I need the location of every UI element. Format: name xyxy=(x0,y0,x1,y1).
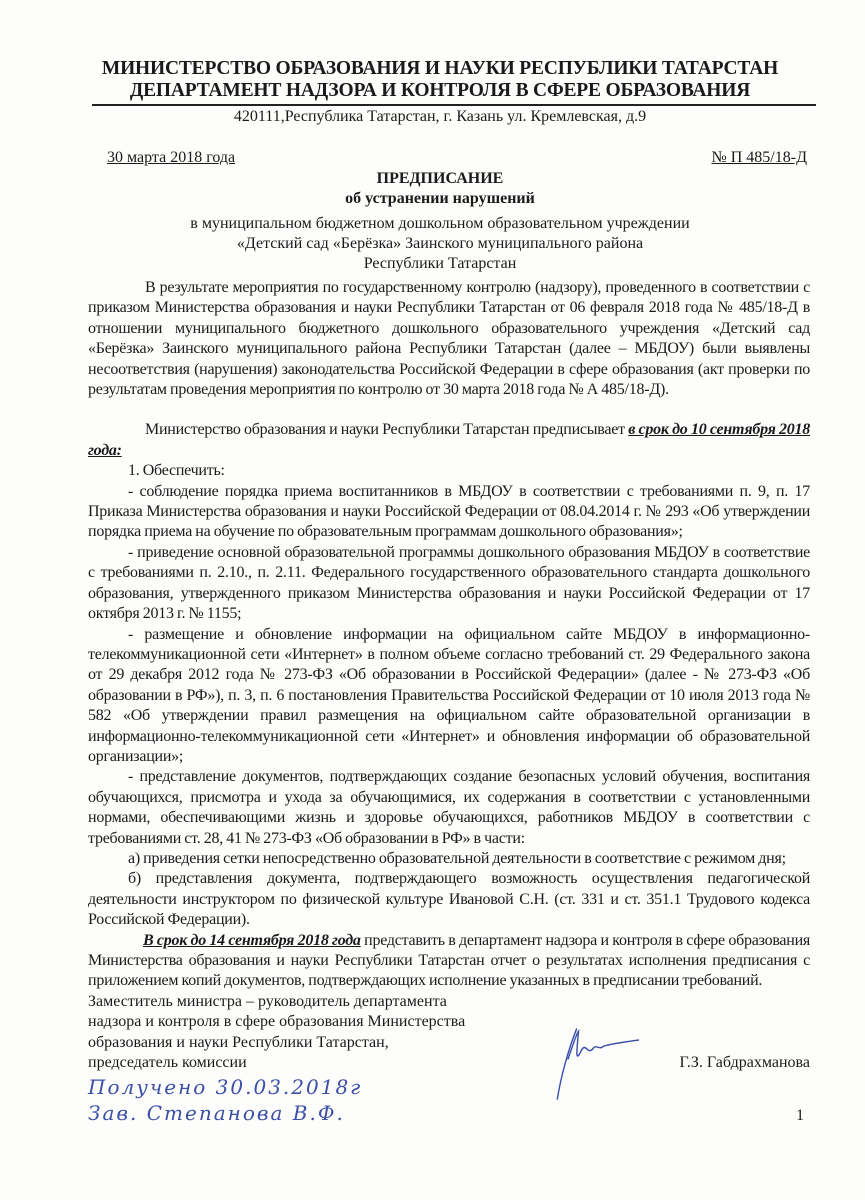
signature-row xyxy=(88,992,810,1074)
orders-block xyxy=(88,420,810,991)
bullet-item: - соблюдение порядка приема воспитанников в МБДОУ в соответствии с требованиями п. 9, п. 17 Приказа Министерства образования и науки Российской Федерации от 08.04.2014 г. № 293 «Об утверждении порядка приема на обучение по образовательным программам дошкольного образования»; xyxy=(88,482,810,541)
subject-block xyxy=(60,214,820,274)
page-number: 1 xyxy=(796,1106,804,1124)
document-number: № П 485/18-Д xyxy=(711,149,807,166)
subject-line: Республики Татарстан xyxy=(363,255,517,272)
intro-paragraph-block xyxy=(88,278,810,400)
signatory-name: Г.З. Габдрахманова xyxy=(679,1054,810,1072)
sub-item-a: а) приведения сетки непосредственно образовательной деятельности в соответствие с режимом дня; xyxy=(128,849,786,867)
signatory-line: председатель комиссии xyxy=(88,1054,247,1072)
bullet-item: - представление документов, подтверждающих создание безопасных условий обучения, воспитания обучающихся, присмотра и ухода за обучающимися, их содержания в соответствии с установленными нормами, обеспечивающими жизнь и здоровье обучающихся, работников МБДОУ в соответствии с требованиями ст. 28, 41 № 273-ФЗ «Об образовании в РФ» в части: xyxy=(88,768,810,847)
order-paragraph xyxy=(88,420,810,461)
subject-line: «Детский сад «Берёзка» Заинского муниципального района xyxy=(236,235,644,252)
signatory-line: Заместитель министра – руководитель департамента xyxy=(88,992,447,1010)
header-rule xyxy=(92,104,816,106)
sub-item-b: б) представления документа, подтверждающего возможность осуществления педагогической деятельности инструктором по физической культуре Ивановой С.Н. (ст. 331 и ст. 351.1 Трудового кодекса Российской Федерации). xyxy=(88,870,810,929)
order-deadline: в срок до 10 сентября 2018 года: xyxy=(88,421,810,459)
signature-area xyxy=(465,1024,810,1074)
report-text: представить в департамент надзора и контроля в сфере образования Министерства образования и науки Республики Татарстан отчет о результатах исполнения предписания с приложением копий документов, подтверждающих исполнение указанных в предписании требований. xyxy=(88,931,811,990)
handwritten-signature xyxy=(549,1024,649,1104)
order-text: Министерство образования и науки Республики Татарстан предписывает xyxy=(145,421,629,439)
signatory-title xyxy=(88,992,465,1074)
document-body-flow xyxy=(88,278,810,1126)
item-1: 1. Обеспечить: xyxy=(128,462,225,480)
subject-line: в муниципальном бюджетном дошкольном образовательном учреждении xyxy=(190,215,690,232)
signatory-line: надзора и контроля в сфере образования Министерства xyxy=(88,1013,466,1031)
handwritten-recipient-note: Зав. Степанова В.Ф. xyxy=(88,1100,345,1125)
document-title: ПРЕДПИСАНИЕ xyxy=(376,170,504,187)
bullet-item: - размещение и обновление информации на официальном сайте МБДОУ в информационно-телекоммуникационной сети «Интернет» в полном объеме согласно требований ст. 29 Федерального закона от 29 декабря 2012 года № 273-ФЗ «Об образовании в Российской Федерации» (далее - № 273-ФЗ «Об образовании в РФ»), п. 3, п. 6 постановления Правительства Российской Федерации от 10 июля 2013 года № 582 «Об утверждении правил размещения на официальном сайте образовательной организации в информационно-телекоммуникационной сети «Интернет» и обновления информации об образовательной организации»; xyxy=(88,625,810,765)
document-date: 30 марта 2018 года xyxy=(107,149,236,166)
signatory-line: образования и науки Республики Татарстан, xyxy=(88,1033,389,1051)
bullet-item: - приведение основной образовательной программы дошкольного образования МБДОУ в соответствие с требованиями п. 2.10., п. 2.11. Федерального государственного образовательного стандарта дошкольного образования, утвержденного приказом Министерства образования и науки Российской Федерации от 17 октября 2013 г. № 1155; xyxy=(88,543,810,623)
intro-paragraph: В результате мероприятия по государственному контролю (надзору), проведенного в соответствии с приказом Министерства образования и науки Республики Татарстан от 06 февраля 2018 года № 485/18-Д в отношении муниципального бюджетного дошкольного образовательного учреждения «Детский сад «Берёзка» Заинского муниципального района Республики Татарстан (далее – МБДОУ) были выявлены несоответствия (нарушения) законодательства Российской Федерации в сфере образования (акт проверки по результатам проведения мероприятия по контролю от 30 марта 2018 года № А 485/18-Д). xyxy=(88,279,810,399)
report-deadline: В срок до 14 сентября 2018 года xyxy=(143,931,361,949)
document-subtitle: об устранении нарушений xyxy=(345,190,535,207)
handwritten-received-note: Получено 30.03.2018г xyxy=(88,1074,363,1099)
address: 420111,Республика Татарстан, г. Казань ул. Кремлевская, д.9 xyxy=(233,108,647,125)
department-heading: ДЕПАРТАМЕНТ НАДЗОРА И КОНТРОЛЯ В СФЕРЕ ОБРАЗОВАНИЯ xyxy=(129,80,751,101)
report-paragraph xyxy=(88,931,810,992)
handwritten-row xyxy=(88,1100,810,1126)
ministry-heading: МИНИСТЕРСТВО ОБРАЗОВАНИЯ И НАУКИ РЕСПУБЛИКИ ТАТАРСТАН xyxy=(101,58,779,79)
